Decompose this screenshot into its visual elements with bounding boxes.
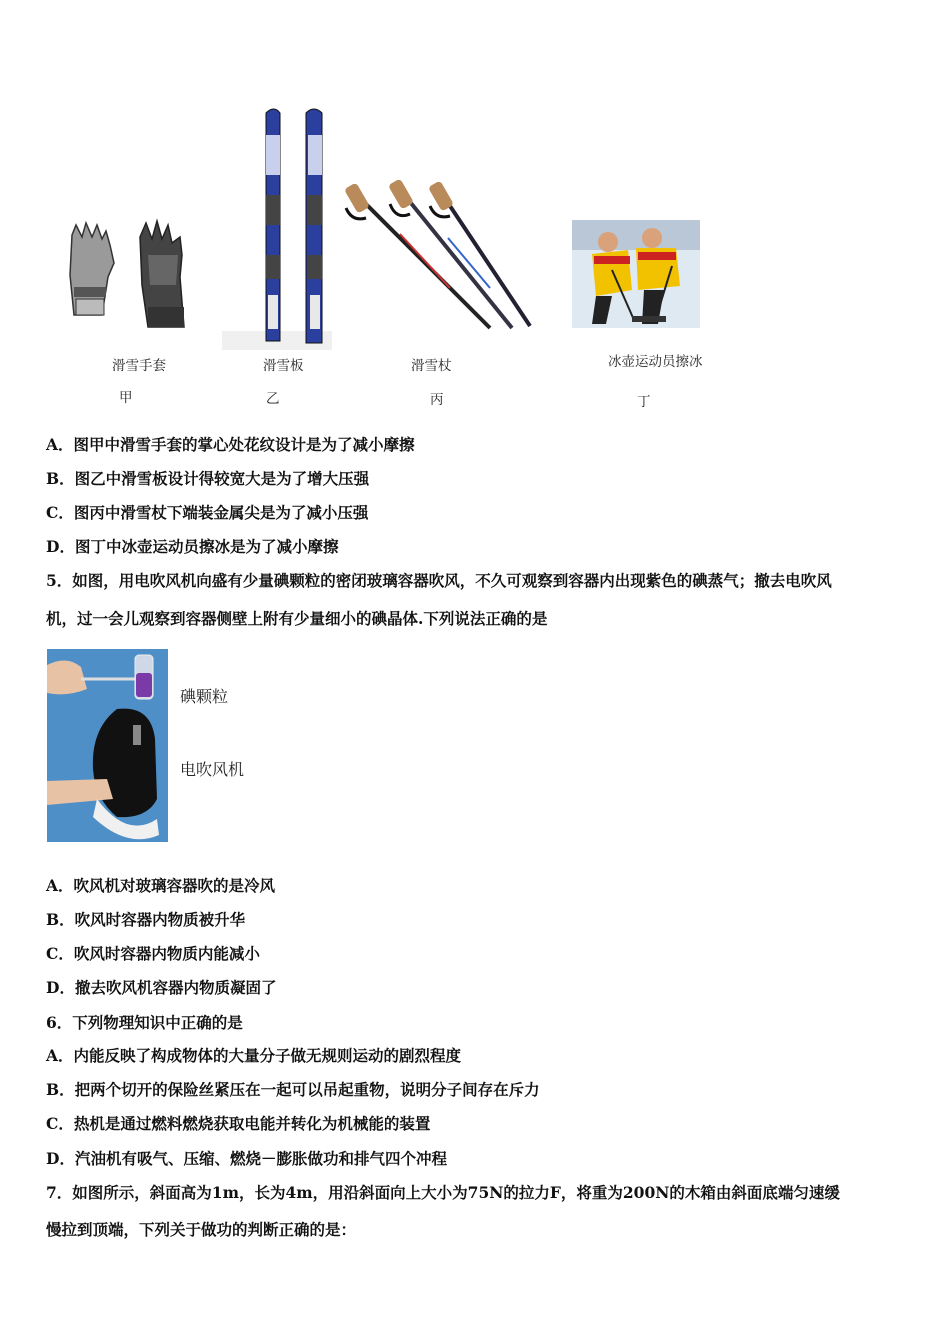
q5-stem-line1: 5．如图，用电吹风机向盛有少量碘颗粒的密闭玻璃容器吹风，不久可观察到容器内出现紫色的碘蒸气；撤去电吹风 [46,571,832,590]
caption-ski-gloves: 滑雪手套 [112,358,166,374]
q6-option-a: A．内能反映了构成物体的大量分子做无规则运动的剧烈程度 [46,1046,462,1065]
q5-option-d: D．撤去吹风机容器内物质凝固了 [46,978,277,997]
q4-option-d: D．图丁中冰壶运动员擦冰是为了减小摩擦 [46,537,339,556]
label-hair-dryer: 电吹风机 [180,760,245,779]
caption-ski-poles: 滑雪杖 [411,358,452,374]
q5-option-b: B．吹风时容器内物质被升华 [46,910,246,929]
curling-sweepers-image [572,220,700,328]
label-iodine-particles: 碘颗粒 [180,687,229,706]
q7-stem-line1: 7．如图所示，斜面高为1m，长为4m，用沿斜面向上大小为75N的拉力F，将重为200N的木箱由斜面底端匀速缓 [46,1183,840,1202]
q7-stem-line2: 慢拉到顶端，下列关于做功的判断正确的是： [46,1220,357,1239]
marker-ding: 丁 [637,394,651,410]
marker-yi: 乙 [266,391,280,407]
marker-bing: 丙 [430,392,444,408]
q4-option-c: C．图丙中滑雪杖下端装金属尖是为了减小压强 [46,503,369,522]
caption-skis: 滑雪板 [263,358,304,374]
q5-stem-line2: 机，过一会儿观察到容器侧壁上附有少量细小的碘晶体.下列说法正确的是 [46,609,548,628]
marker-jia: 甲 [119,390,133,406]
ski-poles-image [340,178,535,336]
iodine-hairdryer-image [47,649,168,842]
skis-image [222,105,332,350]
q6-option-b: B．把两个切开的保险丝紧压在一起可以吊起重物，说明分子间存在斥力 [46,1080,540,1099]
ski-gloves-image [62,215,192,335]
q6-option-c: C．热机是通过燃料燃烧获取电能并转化为机械能的装置 [46,1114,431,1133]
q6-stem: 6．下列物理知识中正确的是 [46,1013,243,1032]
q4-option-b: B．图乙中滑雪板设计得较宽大是为了增大压强 [46,469,370,488]
caption-curling: 冰壶运动员擦冰 [608,354,703,370]
q6-option-d: D．汽油机有吸气、压缩、燃烧－膨胀做功和排气四个冲程 [46,1149,447,1168]
q5-option-a: A．吹风机对玻璃容器吹的是冷风 [46,876,276,895]
q4-option-a: A．图甲中滑雪手套的掌心处花纹设计是为了减小摩擦 [46,435,415,454]
q5-option-c: C．吹风时容器内物质内能减小 [46,944,260,963]
